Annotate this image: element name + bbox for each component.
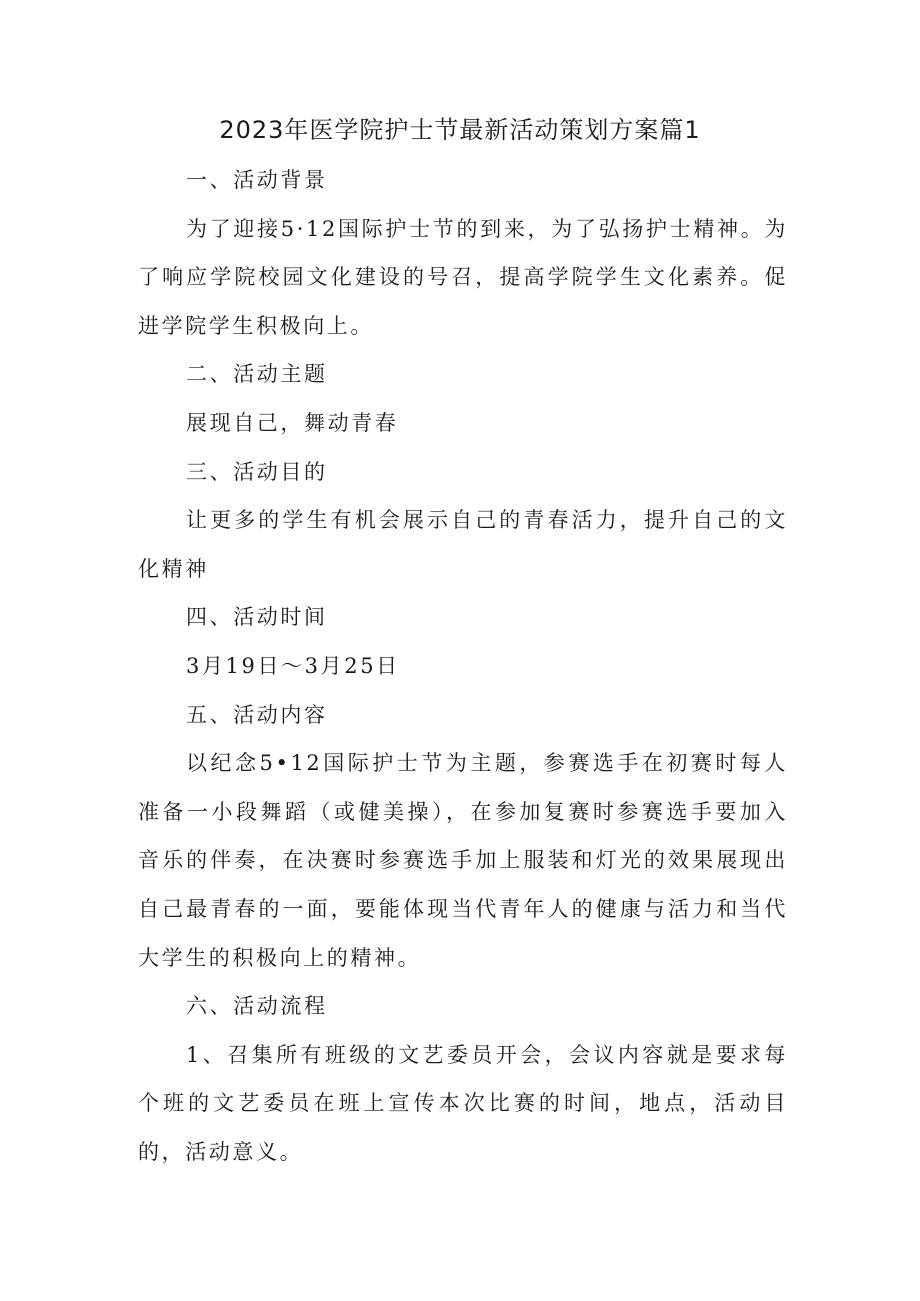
paragraph-theme: 展现自己，舞动青春	[186, 410, 399, 435]
document-body	[138, 156, 788, 1176]
section-heading-theme: 二、活动主题	[186, 362, 328, 387]
paragraph-background: 为了迎接5·12国际护士节的到来，为了弘扬护士精神。为了响应学院校园文化建设的号召，提高学院学生文化素养。促进学院学生积极向上。	[138, 216, 788, 338]
paragraph-process-step-1: 1、召集所有班级的文艺委员开会，会议内容就是要求每个班的文艺委员在班上宣传本次比赛的时间，地点，活动目的，活动意义。	[138, 1042, 788, 1164]
paragraph-time: 3月19日～3月25日	[186, 653, 400, 678]
section-heading-time: 四、活动时间	[186, 605, 328, 630]
paragraph-purpose: 让更多的学生有机会展示自己的青春活力，提升自己的文化精神	[138, 508, 788, 581]
section-heading-process: 六、活动流程	[186, 994, 328, 1019]
section-heading-purpose: 三、活动目的	[186, 459, 328, 484]
paragraph-content: 以纪念5•12国际护士节为主题，参赛选手在初赛时每人准备一小段舞蹈（或健美操），在参加复赛时参赛选手要加入音乐的伴奏，在决赛时参赛选手加上服装和灯光的效果展现出自己最青春的一面，要能体现当代青年人的健康与活力和当代大学生的积极向上的精神。	[138, 751, 788, 970]
section-heading-background: 一、活动背景	[186, 168, 328, 192]
page-title: 2023年医学院护士节最新活动策划方案篇1	[219, 116, 701, 144]
section-heading-content: 五、活动内容	[186, 702, 328, 727]
